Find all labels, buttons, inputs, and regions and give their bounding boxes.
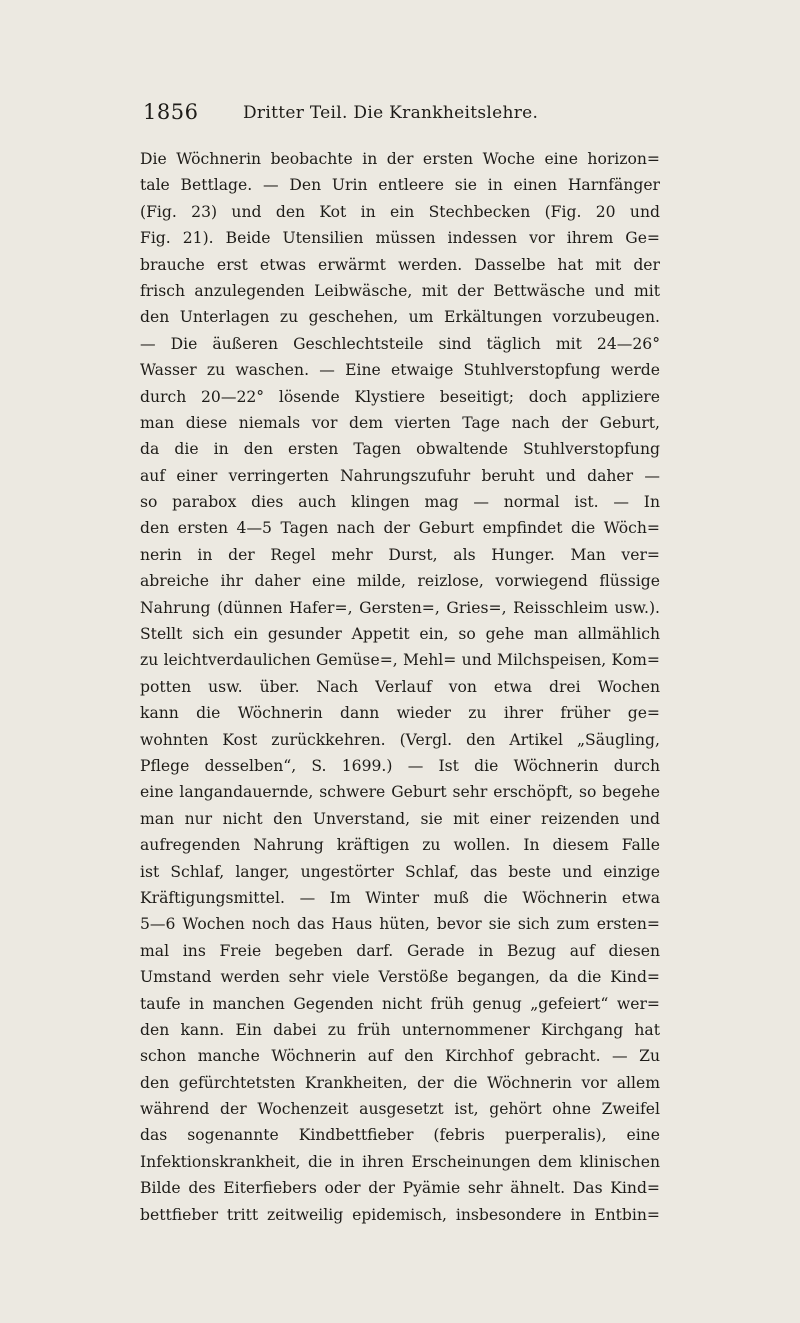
text-line: eine langandauernde, schwere Geburt sehr erschöpft, so begehe	[140, 783, 660, 802]
text-line: den kann. Ein dabei zu früh unternommener Kirchgang hat	[140, 1020, 660, 1039]
text-line: 5—6 Wochen noch das Haus hüten, bevor sie sich zum ersten=	[140, 915, 660, 934]
text-line: den gefürchtetsten Krankheiten, der die Wöchnerin vor allem	[140, 1073, 660, 1092]
text-line: aufregenden Nahrung kräftigen zu wollen. In diesem Falle	[140, 836, 660, 855]
text-line: ist Schlaf, langer, ungestörter Schlaf, das beste und einzige	[140, 862, 660, 881]
text-line: Bilde des Eiterfiebers oder der Pyämie sehr ähnelt. Das Kind=	[140, 1179, 660, 1198]
text-line: während der Wochenzeit ausgesetzt ist, gehört ohne Zweifel	[140, 1100, 660, 1119]
text-line: tale Bettlage. — Den Urin entleere sie in einen Harnfänger	[140, 176, 660, 195]
body-text	[140, 146, 660, 1228]
text-line: schon manche Wöchnerin auf den Kirchhof gebracht. — Zu	[140, 1047, 660, 1066]
text-line: wohnten Kost zurückkehren. (Vergl. den Artikel „Säugling,	[140, 730, 660, 749]
text-line: frisch anzulegenden Leibwäsche, mit der Bettwäsche und mit	[140, 281, 660, 300]
text-line: potten usw. über. Nach Verlauf von etwa drei Wochen	[140, 677, 660, 696]
text-line: — Die äußeren Geschlechtsteile sind täglich mit 24—26°	[140, 334, 660, 353]
text-line: bettfieber tritt zeitweilig epidemisch, insbesondere in Entbin=	[140, 1205, 660, 1224]
text-line: mal ins Freie begeben darf. Gerade in Bezug auf diesen	[140, 941, 660, 960]
text-line: zu leichtverdaulichen Gemüse=, Mehl= und Milchspeisen, Kom=	[140, 651, 660, 670]
text-line: Stellt sich ein gesunder Appetit ein, so gehe man allmählich	[140, 625, 660, 644]
text-line: auf einer verringerten Nahrungszufuhr beruht und daher —	[140, 466, 660, 485]
text-line: den ersten 4—5 Tagen nach der Geburt empfindet die Wöch=	[140, 519, 660, 538]
text-line: abreiche ihr daher eine milde, reizlose, vorwiegend flüssige	[140, 572, 660, 591]
text-line: Die Wöchnerin beobachte in der ersten Woche eine horizon=	[140, 150, 660, 168]
running-head-title: Dritter Teil. Die Krankheitslehre.	[243, 103, 539, 123]
text-line: Nahrung (dünnen Hafer=, Gersten=, Gries=, Reisschleim usw.).	[140, 598, 660, 617]
text-line: durch 20—22° lösende Klystiere beseitigt; doch appliziere	[140, 387, 660, 406]
page-number: 1856	[143, 100, 199, 124]
text-line: den Unterlagen zu geschehen, um Erkältungen vorzubeugen.	[140, 308, 660, 327]
text-line: Fig. 21). Beide Utensilien müssen indessen vor ihrem Ge=	[140, 229, 660, 248]
text-line: so parabox dies auch klingen mag — normal ist. — In	[140, 493, 660, 512]
text-line: nerin in der Regel mehr Durst, als Hunger. Man ver=	[140, 545, 660, 564]
text-line: man diese niemals vor dem vierten Tage nach der Geburt,	[140, 413, 660, 432]
text-line: (Fig. 23) und den Kot in ein Stechbecken (Fig. 20 und	[140, 202, 660, 221]
text-line: Pflege desselben“, S. 1699.) — Ist die Wöchnerin durch	[140, 756, 660, 775]
text-line: man nur nicht den Unverstand, sie mit einer reizenden und	[140, 809, 660, 828]
text-line: Wasser zu waschen. — Eine etwaige Stuhlverstopfung werde	[140, 361, 660, 380]
text-line: da die in den ersten Tagen obwaltende Stuhlverstopfung	[140, 440, 660, 459]
text-line: Umstand werden sehr viele Verstöße begangen, da die Kind=	[140, 968, 660, 987]
text-line: Infektionskrankheit, die in ihren Erscheinungen dem klinischen	[140, 1152, 660, 1171]
text-line: das sogenannte Kindbettfieber (febris puerperalis), eine	[140, 1126, 660, 1145]
text-line: Kräftigungsmittel. — Im Winter muß die Wöchnerin etwa	[140, 888, 660, 907]
text-line: taufe in manchen Gegenden nicht früh genug „gefeiert“ wer=	[140, 994, 660, 1013]
running-head	[0, 100, 800, 130]
text-line: kann die Wöchnerin dann wieder zu ihrer früher ge=	[140, 704, 660, 723]
text-line: brauche erst etwas erwärmt werden. Dasselbe hat mit der	[140, 255, 660, 274]
